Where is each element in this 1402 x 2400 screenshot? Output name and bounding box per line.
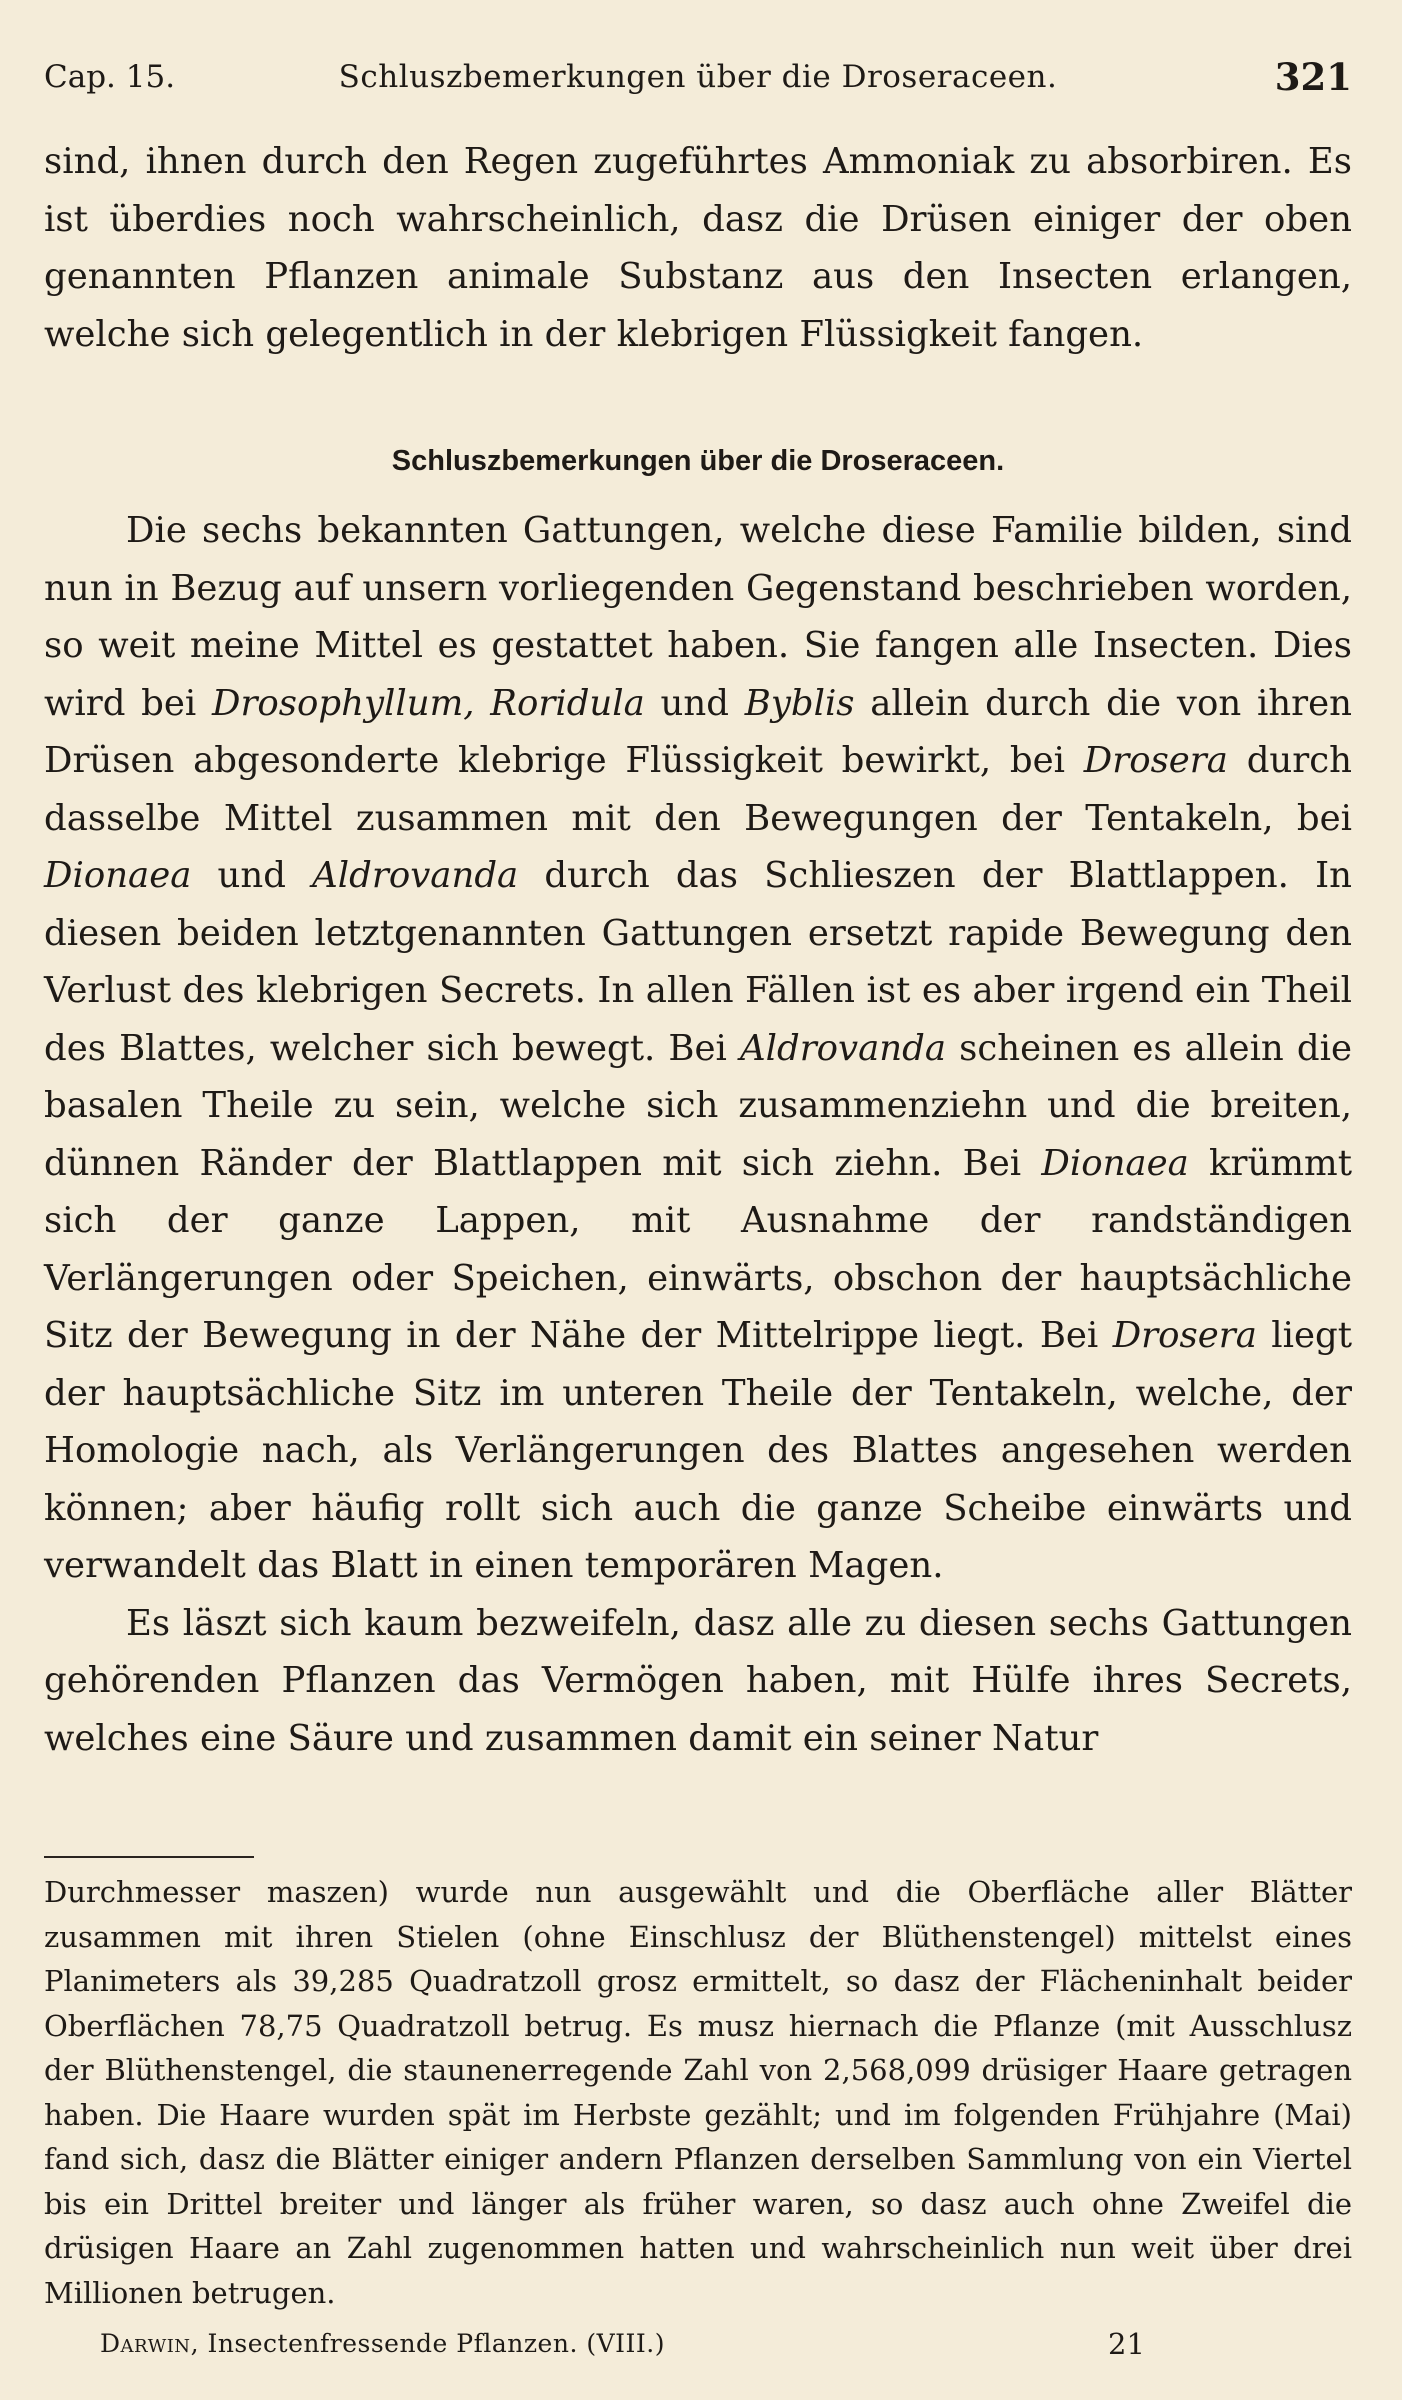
text-run: krümmt sich der ganze Lappen, mit Ausnahme der randständigen Verlängerungen oder Speichen, einwärts, obschon der hauptsächliche Sitz der Bewegung in der Nähe der Mittelrippe liegt. Bei (44, 1142, 1352, 1356)
main-text (44, 502, 1352, 1767)
genus-name: Drosera (1083, 740, 1228, 781)
genus-name: Dionaea (1041, 1142, 1189, 1184)
text-run: durch dasselbe Mittel zusammen mit den Bewegungen der Tentakeln, bei (44, 740, 1353, 839)
page-number: 321 (1274, 55, 1352, 99)
signature-line (100, 2322, 665, 2366)
footnote: Durchmesser maszen) wurde nun ausgewählt und die Oberfläche aller Blätter zusammen mit ihren Stielen (ohne Einschlusz der Blüthenstengel) mittelst eines Planimeters als 39,285 Quadratzoll grosz ermittelt, so dasz der Flächeninhalt beider Oberflächen 78,75 Quadratzoll betrug. Es musz hiernach die Pflanze (mit Ausschlusz der Blüthenstengel, die staunenerregende Zahl von 2,568,099 drüsiger Haare getragen haben. Die Haare wurden spät im Herbste gezählt; und im folgenden Frühjahre (Mai) fand sich, dasz die Blätter einiger andern Pflanzen derselben Sammlung von ein Viertel bis ein Drittel breiter und länger als früher waren, so dasz auch ohne Zweifel die drüsigen Haare an Zahl zugenommen hatten und wahrscheinlich nun weit über drei Millionen betrugen. (44, 1875, 1352, 2310)
genus-name: Drosophyllum, (211, 682, 475, 724)
text-run: allein durch die von ihren Drüsen abgesonderte klebrige Flüssigkeit bewirkt, bei (44, 682, 1352, 781)
book-title: , Insectenfressende Pflanzen. (VIII.) (190, 2329, 665, 2358)
paragraph-families (44, 502, 1352, 1595)
genus-name: Aldrovanda (739, 1027, 947, 1069)
genus-name: Aldrovanda (312, 855, 519, 896)
genus-name: Roridula (490, 682, 645, 724)
text-run (475, 683, 491, 724)
text-run: durch das Schlieszen der Blattlappen. In diesen beiden letztgenannten Gattungen ersetzt rapide Bewegung den Verlust des klebrigen Secrets. In allen Fällen ist es aber irgend ein Theil des Blattes, welcher sich bewegt. Bei (44, 855, 1352, 1069)
text-run: und (191, 855, 313, 896)
section-heading: Schluszbemerkungen über die Droseraceen. (391, 445, 1005, 477)
page-footer (100, 2322, 1302, 2366)
sheet-number: 21 (1108, 2327, 1145, 2361)
paragraph-secretion: Es läszt sich kaum bezweifeln, dasz alle zu diesen sechs Gattungen gehörenden Pflanzen das Vermögen haben, mit Hülfe ihres Secrets, welches eine Säure und zusammen damit ein seiner Natur (44, 1602, 1352, 1759)
intro-paragraph-text: sind, ihnen durch den Regen zugeführtes Ammoniak zu absorbiren. Es ist überdies noch wahrscheinlich, dasz die Drüsen einiger der oben genannten Pflanzen animale Substanz aus den Insecten erlangen, welche sich gelegentlich in der klebrigen Flüssigkeit fangen. (44, 141, 1352, 355)
genus-name: Byblis (744, 682, 855, 724)
intro-paragraph (44, 133, 1352, 363)
chapter-label: Cap. 15. (44, 59, 176, 95)
running-title: Schluszbemerkungen über die Droseraceen. (338, 59, 1058, 95)
genus-name: Dionaea (44, 855, 192, 896)
footnote-rule (44, 1856, 254, 1858)
text-run: scheinen es allein die basalen Theile zu sein, welche sich zusammenziehn und die breiten, dünnen Ränder der Blattlappen mit sich ziehn. Bei (44, 1027, 1352, 1184)
text-run: liegt der hauptsächliche Sitz im unteren Theile der Tentakeln, welche, der Homologie nach, als Verlängerungen des Blattes angesehen werden können; aber häufig rollt sich auch die ganze Scheibe einwärts und verwandelt das Blatt in einen temporären Magen. (44, 1315, 1352, 1586)
text-run: und (644, 682, 745, 724)
text-run: Die sechs bekannten Gattungen, welche diese Familie bilden, sind nun in Bezug auf unsern vorliegenden Gegenstand beschrieben worden, so weit meine Mittel es gestattet haben. Sie fangen alle Insecten. Dies wird bei (44, 510, 1352, 724)
running-head (44, 52, 1352, 102)
genus-name: Drosera (1112, 1315, 1257, 1356)
author-name: Darwin (100, 2329, 191, 2358)
